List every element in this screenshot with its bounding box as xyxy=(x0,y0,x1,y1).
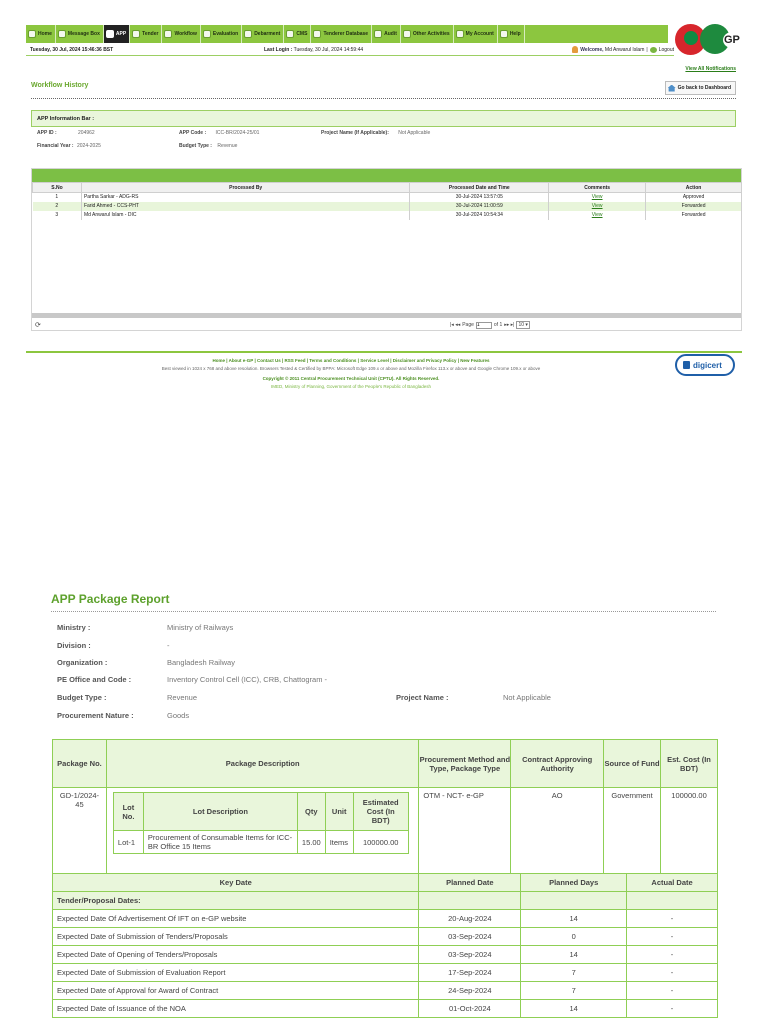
refresh-icon[interactable]: ⟳ xyxy=(35,322,41,329)
go-back-dashboard-label: Go back to Dashboard xyxy=(677,85,731,91)
financial-year-field xyxy=(37,143,101,149)
col-unit: Unit xyxy=(325,793,353,831)
project-name-label: Project Name (If Applicable): xyxy=(321,130,389,136)
nav-item-app[interactable] xyxy=(104,25,130,43)
budget-type-value: Revenue xyxy=(217,143,238,149)
row-processed-date: 30-Jul-2024 11:00:59 xyxy=(410,202,549,211)
view-comment-link[interactable]: View xyxy=(591,194,603,201)
last-login-value: Tuesday, 30 Jul, 2024 14:59:44 xyxy=(293,47,364,53)
main-nav-bar xyxy=(26,25,668,43)
welcome-label: Welcome, xyxy=(580,46,604,53)
nav-item-label: Evaluation xyxy=(212,31,239,37)
row-processed-by: Farid Ahmed - CCS-PHT xyxy=(81,202,409,211)
lot-unit: Items xyxy=(325,831,353,854)
planned-date: 03-Sep-2024 xyxy=(419,928,521,946)
col-lot-description: Lot Description xyxy=(143,793,297,831)
row-sno: 2 xyxy=(33,202,82,211)
user-area xyxy=(572,46,674,53)
col-source-of-fund: Source of Fund xyxy=(604,740,661,788)
pager-page-label: Page xyxy=(462,322,474,328)
workflow-history-table xyxy=(32,182,742,220)
audit-icon xyxy=(374,30,382,38)
pager-first-prev[interactable]: |◂ ◂◂ xyxy=(450,322,461,328)
horizontal-scrollbar[interactable] xyxy=(32,313,741,318)
row-sno: 1 xyxy=(33,193,82,202)
col-actual-date: Actual Date xyxy=(627,874,718,892)
nav-item-label: Workflow xyxy=(174,31,197,37)
pager-next-last[interactable]: ▸▸ ▸| xyxy=(504,322,515,328)
table-row[interactable] xyxy=(33,193,742,202)
report-divider xyxy=(51,611,716,612)
logout-icon[interactable] xyxy=(650,47,657,53)
row-action: Approved xyxy=(646,193,742,202)
planned-date: 01-Oct-2024 xyxy=(419,1000,521,1018)
pager-bar xyxy=(32,319,741,331)
package-no: GD-1/2024-45 xyxy=(53,788,107,879)
user-icon xyxy=(572,46,578,53)
approving-authority: AO xyxy=(511,788,604,879)
actual-date: - xyxy=(627,964,718,982)
lock-icon xyxy=(683,361,690,369)
key-date-row xyxy=(53,946,718,964)
key-date-row xyxy=(53,964,718,982)
workflow-history-panel xyxy=(31,168,742,331)
project-name-value: Not Applicable xyxy=(503,693,551,702)
actual-date: - xyxy=(627,910,718,928)
pe-office-value: Inventory Control Cell (ICC), CRB, Chattogram - xyxy=(167,675,328,684)
col-action[interactable]: Action xyxy=(646,183,742,193)
section-empty xyxy=(419,892,521,910)
row-processed-date: 30-Jul-2024 13:57:05 xyxy=(410,193,549,202)
nav-item-my-account[interactable] xyxy=(454,25,498,43)
view-all-notifications-link[interactable]: View All Notifications xyxy=(685,66,736,72)
lot-row xyxy=(113,831,408,854)
col-processed-date[interactable]: Processed Date and Time xyxy=(410,183,549,193)
actual-date: - xyxy=(627,946,718,964)
row-action: Forwarded xyxy=(646,211,742,220)
key-dates-header-row xyxy=(53,874,718,892)
nav-item-help[interactable] xyxy=(498,25,525,43)
app-information-fields xyxy=(37,128,737,152)
digicert-label: digicert xyxy=(693,360,722,370)
package-description-cell xyxy=(106,788,419,879)
planned-date: 17-Sep-2024 xyxy=(419,964,521,982)
organization-label: Organization : xyxy=(57,658,108,667)
home-icon xyxy=(668,85,676,92)
message-icon xyxy=(58,30,66,38)
col-sno[interactable]: S.No xyxy=(33,183,82,193)
table-row[interactable] xyxy=(33,211,742,220)
key-date-label: Expected Date of Opening of Tenders/Proposals xyxy=(53,946,419,964)
nav-item-label: Debarment xyxy=(254,31,281,37)
pe-office-label: PE Office and Code : xyxy=(57,675,132,684)
database-icon xyxy=(313,30,321,38)
app-information-bar: APP Information Bar : xyxy=(31,110,736,127)
logout-link[interactable]: Logout xyxy=(658,46,674,53)
footer-divider xyxy=(26,351,742,353)
home-icon xyxy=(28,30,36,38)
report-title: APP Package Report xyxy=(51,592,170,606)
financial-year-label: Financial Year : xyxy=(37,143,74,149)
section-empty xyxy=(627,892,718,910)
actual-date: - xyxy=(627,928,718,946)
actual-date: - xyxy=(627,982,718,1000)
col-lot-no: Lot No. xyxy=(113,793,143,831)
debarment-icon xyxy=(244,30,252,38)
planned-days: 14 xyxy=(521,1000,627,1018)
app-id-field xyxy=(37,130,95,136)
view-comment-link[interactable]: View xyxy=(591,203,603,209)
lot-header-row xyxy=(113,793,408,831)
col-package-no: Package No. xyxy=(53,740,107,788)
key-date-row xyxy=(53,928,718,946)
col-estimated-cost: Estimated Cost (In BDT) xyxy=(353,793,408,831)
project-name-field xyxy=(321,130,430,136)
nav-item-debarment[interactable] xyxy=(242,25,284,43)
col-planned-date: Planned Date xyxy=(419,874,521,892)
last-login-label: Last Login : xyxy=(264,47,293,53)
table-row[interactable] xyxy=(33,202,742,211)
tender-icon xyxy=(132,30,140,38)
nav-item-label: Home xyxy=(38,31,52,37)
key-date-row xyxy=(53,910,718,928)
organization-value: Bangladesh Railway xyxy=(167,658,235,667)
budget-type-label: Budget Type : xyxy=(179,143,212,149)
footer-copyright: Copyright © 2011 Central Procurement Technical Unit (CPTU). All Rights Reserved. xyxy=(262,376,440,381)
nav-item-message-box[interactable] xyxy=(56,25,104,43)
row-comments xyxy=(549,193,646,202)
planned-date: 03-Sep-2024 xyxy=(419,946,521,964)
activities-icon xyxy=(403,30,411,38)
nav-item-home[interactable] xyxy=(26,25,56,43)
planned-date: 20-Aug-2024 xyxy=(419,910,521,928)
page-title: Workflow History xyxy=(31,82,89,89)
workflow-grid-caption xyxy=(32,169,741,182)
lot-no: Lot-1 xyxy=(113,831,143,854)
status-bar xyxy=(26,44,674,56)
key-date-label: Expected Date of Submission of Evaluation Report xyxy=(53,964,419,982)
budget-type-label: Budget Type : xyxy=(57,693,107,702)
budget-type-field xyxy=(179,143,237,149)
nav-item-label: Audit xyxy=(384,31,397,37)
app-id-label: APP ID : xyxy=(37,130,57,136)
nav-item-label: Help xyxy=(509,31,521,37)
nav-item-evaluation[interactable] xyxy=(201,25,242,43)
financial-year-value: 2024-2025 xyxy=(76,143,101,149)
procurement-method: OTM - NCT- e-GP xyxy=(419,788,511,879)
planned-days: 7 xyxy=(521,964,627,982)
footer-imed: IMED, Ministry of Planning, Government of the People's Republic of Bangladesh xyxy=(271,384,431,389)
planned-days: 14 xyxy=(521,946,627,964)
lot-est-cost: 100000.00 xyxy=(353,831,408,854)
row-comments xyxy=(549,202,646,211)
col-qty: Qty xyxy=(297,793,325,831)
nav-item-label: Tenderer Database xyxy=(323,31,369,37)
row-comments xyxy=(549,211,646,220)
footer xyxy=(26,358,676,389)
package-header-row xyxy=(53,740,718,788)
key-date-label: Expected Date of Approval for Award of Contract xyxy=(53,982,419,1000)
planned-date: 24-Sep-2024 xyxy=(419,982,521,1000)
last-login xyxy=(264,47,363,53)
col-approving-authority: Contract Approving Authority xyxy=(511,740,604,788)
source-of-fund: Government xyxy=(604,788,661,879)
nav-item-audit[interactable] xyxy=(372,25,401,43)
welcome-text xyxy=(580,47,644,53)
help-icon xyxy=(500,30,508,38)
key-date-label: Expected Date of Issuance of the NOA xyxy=(53,1000,419,1018)
pager-page-input[interactable] xyxy=(476,322,492,329)
key-date-label: Expected Date Of Advertisement Of IFT on e-GP website xyxy=(53,910,419,928)
nav-item-tender[interactable] xyxy=(130,25,162,43)
footer-browser-note: Best viewed in 1024 x 768 and above resolution. Browsers Tested & Certified by BPPA: Microsoft Edge 109.x or above and Mozilla Firefox 113.x or above and Google Chrome 109.x or above xyxy=(161,366,541,371)
app-code-field xyxy=(179,130,259,136)
lot-table xyxy=(113,792,409,854)
row-processed-by: Md Anwarul Islam - DIC xyxy=(81,211,409,220)
planned-days: 0 xyxy=(521,928,627,946)
procurement-nature-value: Goods xyxy=(167,711,190,720)
nav-item-label: Other Activities xyxy=(412,31,450,37)
cms-icon xyxy=(286,30,294,38)
app-id-value: 204962 xyxy=(78,130,95,136)
nav-item-label: Tender xyxy=(142,31,159,37)
col-package-description: Package Description xyxy=(106,740,419,788)
pager-controls xyxy=(450,321,530,329)
row-processed-date: 30-Jul-2024 10:54:34 xyxy=(410,211,549,220)
workflow-icon xyxy=(164,30,172,38)
go-back-dashboard-button[interactable] xyxy=(665,81,736,95)
nav-item-label: CMS xyxy=(296,31,308,37)
nav-item-other-activities[interactable] xyxy=(401,25,454,43)
row-action: Forwarded xyxy=(646,202,742,211)
nav-item-tenderer-database[interactable] xyxy=(311,25,372,43)
pager-of-label: of 1 xyxy=(493,322,503,328)
ministry-label: Ministry : xyxy=(57,623,91,632)
row-sno: 3 xyxy=(33,211,82,220)
nav-item-label: APP xyxy=(115,31,127,37)
package-row xyxy=(53,788,718,879)
separator: | xyxy=(646,46,648,53)
tender-dates-section-row xyxy=(53,892,718,910)
package-table xyxy=(52,739,718,879)
est-cost: 100000.00 xyxy=(661,788,718,879)
current-datetime: Tuesday, 30 Jul, 2024 15:46:36 BST xyxy=(30,47,114,53)
col-key-date: Key Date xyxy=(53,874,419,892)
workflow-header-row xyxy=(33,183,742,193)
budget-type-value: Revenue xyxy=(167,693,198,702)
account-icon xyxy=(456,30,464,38)
key-date-label: Expected Date of Submission of Tenders/Proposals xyxy=(53,928,419,946)
title-divider xyxy=(31,98,736,99)
ministry-value: Ministry of Railways xyxy=(167,623,234,632)
actual-date: - xyxy=(627,1000,718,1018)
egp-logo-text: GP xyxy=(724,34,740,46)
col-comments[interactable]: Comments xyxy=(549,183,646,193)
nav-item-workflow[interactable] xyxy=(162,25,200,43)
key-date-row xyxy=(53,1000,718,1018)
planned-days: 7 xyxy=(521,982,627,1000)
nav-item-label: Message Box xyxy=(67,31,100,37)
footer-links[interactable]: Home | About e-GP | Contact Us | RSS Feed | Terms and Conditions | Service Level | Disclaimer and Privacy Policy | New Features xyxy=(212,358,490,363)
page-size-value: 10 xyxy=(518,322,525,328)
digicert-badge[interactable] xyxy=(675,354,735,376)
project-name-label: Project Name : xyxy=(396,693,449,702)
egp-logo[interactable] xyxy=(700,24,740,56)
col-processed-by[interactable]: Processed By xyxy=(81,183,409,193)
planned-days: 14 xyxy=(521,910,627,928)
app-code-label: APP Code : xyxy=(179,130,207,136)
app-code-value: ICC-BR/2024-25/01 xyxy=(215,130,260,136)
col-planned-days: Planned Days xyxy=(521,874,627,892)
view-comment-link[interactable]: View xyxy=(591,212,603,218)
lot-qty: 15.00 xyxy=(297,831,325,854)
row-processed-by: Partha Sarkar - ADG-RS xyxy=(81,193,409,202)
project-name-value: Not Applicable xyxy=(398,130,431,136)
key-dates-table xyxy=(52,873,718,1018)
nav-item-cms[interactable] xyxy=(284,25,311,43)
lot-description: Procurement of Consumable Items for ICC-BR Office 15 Items xyxy=(143,831,297,854)
tender-dates-section: Tender/Proposal Dates: xyxy=(53,892,419,910)
division-label: Division : xyxy=(57,641,91,650)
key-date-row xyxy=(53,982,718,1000)
procurement-nature-label: Procurement Nature : xyxy=(57,711,134,720)
page-size-select[interactable]: 10 ▾ xyxy=(518,322,528,328)
app-icon xyxy=(106,30,114,38)
division-value: - xyxy=(167,641,170,650)
nav-item-label: My Account xyxy=(465,31,494,37)
col-est-cost: Est. Cost (In BDT) xyxy=(661,740,718,788)
section-empty xyxy=(521,892,627,910)
welcome-user: Md Anwarul Islam xyxy=(604,46,645,53)
evaluation-icon xyxy=(203,30,211,38)
col-procurement-method: Procurement Method and Type, Package Type xyxy=(419,740,511,788)
